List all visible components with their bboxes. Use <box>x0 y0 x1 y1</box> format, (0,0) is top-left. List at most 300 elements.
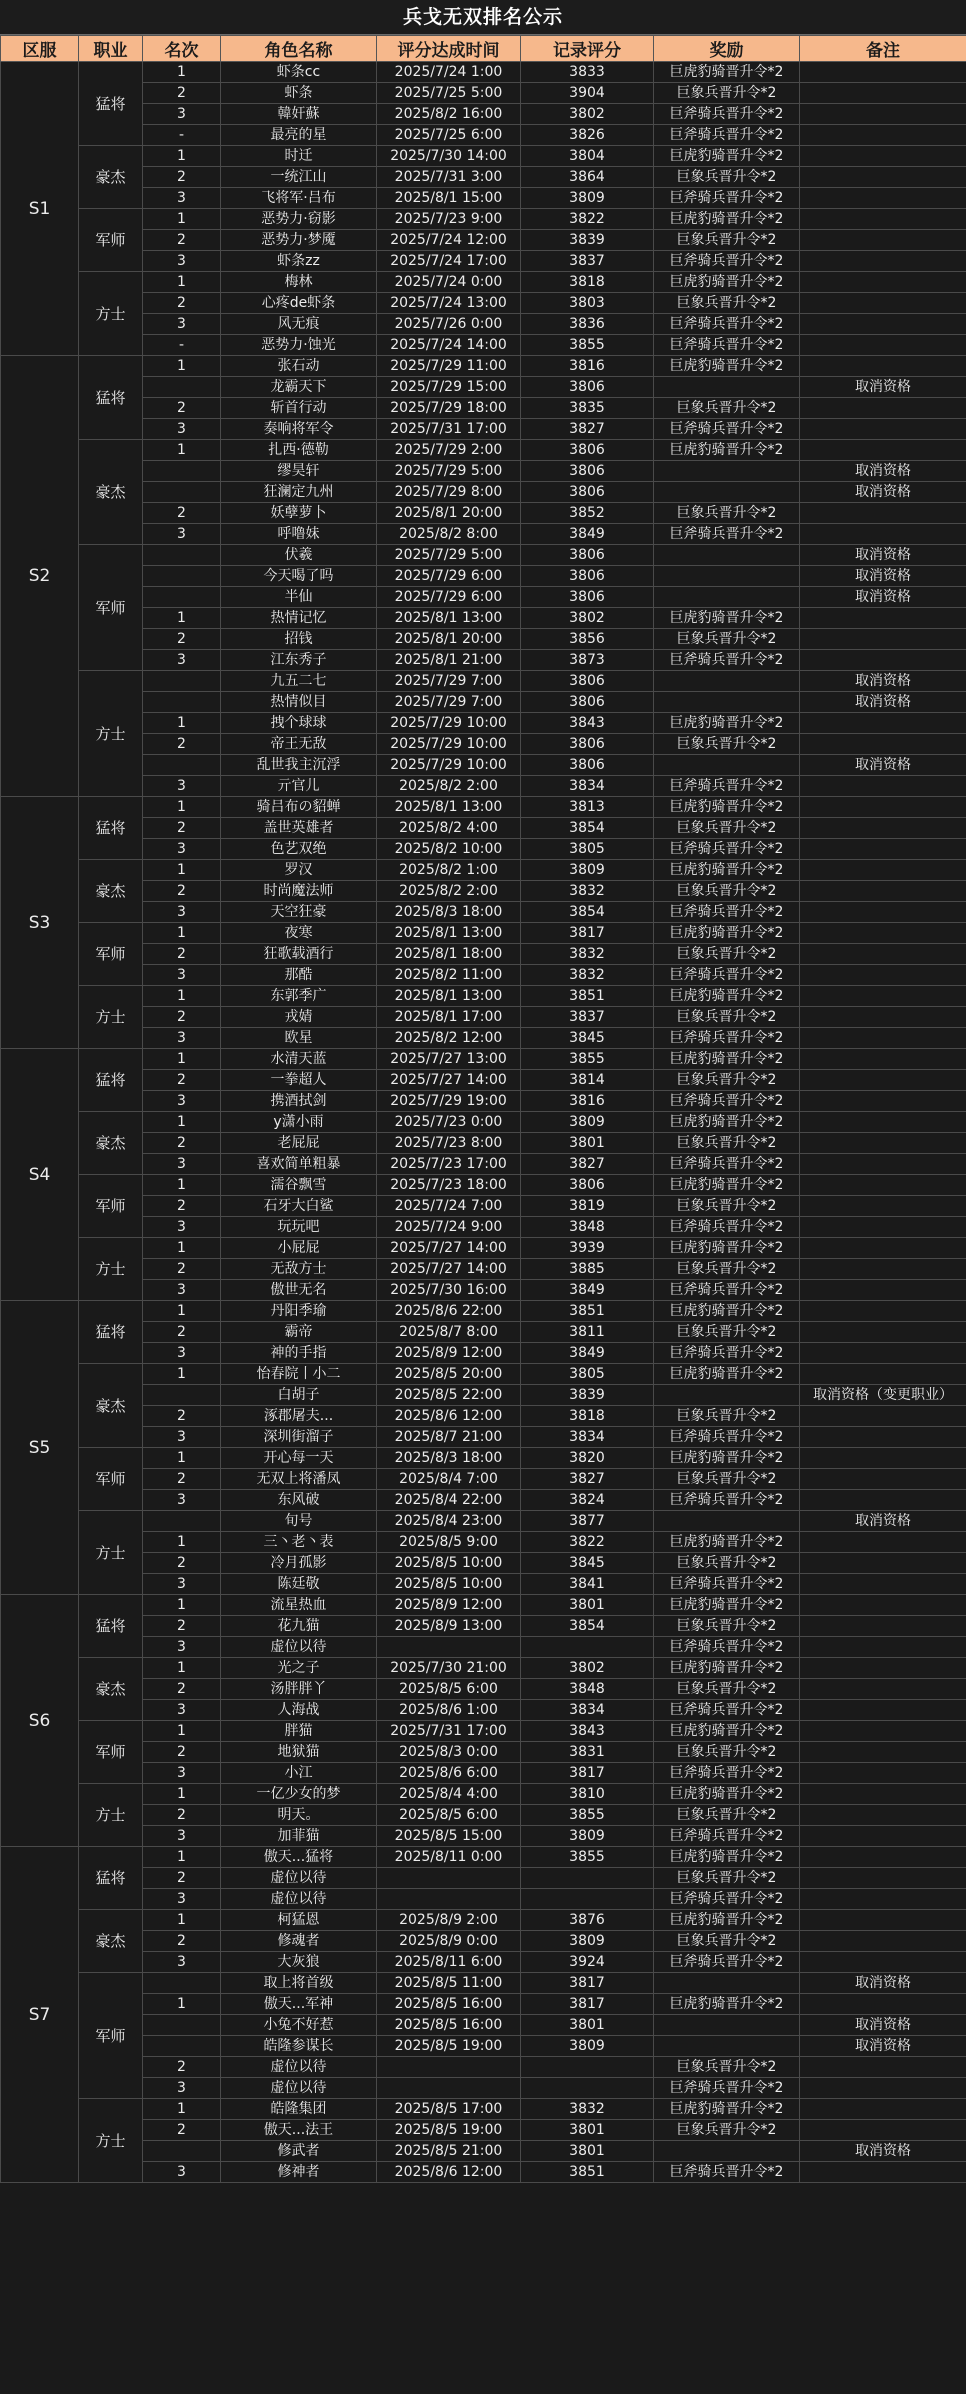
reward-cell: 巨象兵晋升令*2 <box>654 293 800 314</box>
table-row <box>1 167 966 188</box>
note-cell <box>800 1238 966 1259</box>
table-row <box>1 2015 966 2036</box>
profession-cell: 猛将 <box>79 356 143 440</box>
achieved-time-cell: 2025/8/5 19:00 <box>377 2036 521 2057</box>
role-name-cell: 虚位以待 <box>221 2078 377 2099</box>
rank-cell: 1 <box>143 1784 221 1805</box>
achieved-time-cell: 2025/7/30 16:00 <box>377 1280 521 1301</box>
rank-cell: 3 <box>143 1217 221 1238</box>
role-name-cell: 盖世英雄者 <box>221 818 377 839</box>
reward-cell: 巨斧骑兵晋升令*2 <box>654 1637 800 1658</box>
reward-cell: 巨斧骑兵晋升令*2 <box>654 650 800 671</box>
note-cell <box>800 62 966 83</box>
role-name-cell: 傲世无名 <box>221 1280 377 1301</box>
role-name-cell: 虾条cc <box>221 62 377 83</box>
note-cell <box>800 335 966 356</box>
rank-cell: 1 <box>143 2099 221 2120</box>
rank-cell: 2 <box>143 293 221 314</box>
note-cell: 取消资格 <box>800 2036 966 2057</box>
score-cell: 3809 <box>521 1931 654 1952</box>
achieved-time-cell: 2025/8/9 2:00 <box>377 1910 521 1931</box>
table-row <box>1 1238 966 1259</box>
score-cell: 3856 <box>521 629 654 650</box>
achieved-time-cell: 2025/7/23 8:00 <box>377 1133 521 1154</box>
reward-cell <box>654 566 800 587</box>
table-row <box>1 587 966 608</box>
achieved-time-cell: 2025/8/1 13:00 <box>377 797 521 818</box>
reward-cell: 巨斧骑兵晋升令*2 <box>654 1091 800 1112</box>
achieved-time-cell: 2025/7/24 14:00 <box>377 335 521 356</box>
table-row <box>1 272 966 293</box>
rank-cell: 3 <box>143 650 221 671</box>
rank-cell: 1 <box>143 923 221 944</box>
reward-cell: 巨象兵晋升令*2 <box>654 1322 800 1343</box>
table-row <box>1 671 966 692</box>
rank-cell: 3 <box>143 1427 221 1448</box>
note-cell <box>800 293 966 314</box>
score-cell: 3818 <box>521 272 654 293</box>
table-row <box>1 1910 966 1931</box>
role-name-cell: 虚位以待 <box>221 2057 377 2078</box>
rank-cell: 3 <box>143 1763 221 1784</box>
achieved-time-cell: 2025/7/25 5:00 <box>377 83 521 104</box>
role-name-cell: 那酷 <box>221 965 377 986</box>
reward-cell: 巨象兵晋升令*2 <box>654 1007 800 1028</box>
note-cell: 取消资格 <box>800 545 966 566</box>
reward-cell: 巨象兵晋升令*2 <box>654 2057 800 2078</box>
score-cell: 3801 <box>521 2015 654 2036</box>
score-cell: 3877 <box>521 1511 654 1532</box>
table-row <box>1 566 966 587</box>
table-row <box>1 1721 966 1742</box>
rank-cell: 2 <box>143 503 221 524</box>
reward-cell <box>654 2036 800 2057</box>
rank-cell: 2 <box>143 398 221 419</box>
note-cell: 取消资格 <box>800 566 966 587</box>
reward-cell: 巨斧骑兵晋升令*2 <box>654 125 800 146</box>
role-name-cell: 玩玩吧 <box>221 1217 377 1238</box>
reward-cell: 巨虎豹骑晋升令*2 <box>654 146 800 167</box>
rank-cell: 2 <box>143 230 221 251</box>
achieved-time-cell: 2025/7/31 17:00 <box>377 1721 521 1742</box>
note-cell <box>800 2120 966 2141</box>
profession-cell: 猛将 <box>79 1301 143 1364</box>
rank-cell: 3 <box>143 419 221 440</box>
score-cell: 3837 <box>521 1007 654 1028</box>
reward-cell: 巨斧骑兵晋升令*2 <box>654 2078 800 2099</box>
table-row <box>1 2162 966 2183</box>
region-cell: S3 <box>1 797 79 1049</box>
score-cell: 3817 <box>521 923 654 944</box>
rank-cell: 1 <box>143 1112 221 1133</box>
rank-cell: 2 <box>143 734 221 755</box>
reward-cell: 巨虎豹骑晋升令*2 <box>654 1721 800 1742</box>
score-cell: 3855 <box>521 1049 654 1070</box>
table-row <box>1 1532 966 1553</box>
score-cell: 3845 <box>521 1028 654 1049</box>
table-row <box>1 839 966 860</box>
score-cell: 3834 <box>521 776 654 797</box>
score-cell: 3806 <box>521 545 654 566</box>
profession-cell: 猛将 <box>79 1847 143 1910</box>
score-cell: 3832 <box>521 965 654 986</box>
reward-cell: 巨虎豹骑晋升令*2 <box>654 1784 800 1805</box>
profession-cell: 方士 <box>79 986 143 1049</box>
achieved-time-cell: 2025/7/30 21:00 <box>377 1658 521 1679</box>
note-cell <box>800 83 966 104</box>
rank-cell: 1 <box>143 272 221 293</box>
reward-cell: 巨象兵晋升令*2 <box>654 1805 800 1826</box>
achieved-time-cell: 2025/7/30 14:00 <box>377 146 521 167</box>
table-row <box>1 608 966 629</box>
reward-cell: 巨象兵晋升令*2 <box>654 1553 800 1574</box>
rank-cell: 2 <box>143 2057 221 2078</box>
region-cell: S4 <box>1 1049 79 1301</box>
score-cell: 3843 <box>521 1721 654 1742</box>
note-cell <box>800 608 966 629</box>
table-row <box>1 314 966 335</box>
note-cell <box>800 1763 966 1784</box>
role-name-cell: 心疼de虾条 <box>221 293 377 314</box>
reward-cell: 巨象兵晋升令*2 <box>654 1868 800 1889</box>
achieved-time-cell: 2025/7/29 15:00 <box>377 377 521 398</box>
rank-cell <box>143 461 221 482</box>
table-row <box>1 1826 966 1847</box>
role-name-cell: 修神者 <box>221 2162 377 2183</box>
reward-cell: 巨虎豹骑晋升令*2 <box>654 860 800 881</box>
table-row <box>1 503 966 524</box>
reward-cell: 巨象兵晋升令*2 <box>654 2120 800 2141</box>
achieved-time-cell: 2025/8/3 18:00 <box>377 1448 521 1469</box>
score-cell: 3809 <box>521 860 654 881</box>
reward-cell: 巨虎豹骑晋升令*2 <box>654 1301 800 1322</box>
note-cell <box>800 1784 966 1805</box>
reward-cell <box>654 2015 800 2036</box>
achieved-time-cell: 2025/7/29 18:00 <box>377 398 521 419</box>
reward-cell <box>654 482 800 503</box>
reward-cell <box>654 692 800 713</box>
note-cell <box>800 839 966 860</box>
achieved-time-cell: 2025/7/27 14:00 <box>377 1070 521 1091</box>
table-row <box>1 1805 966 1826</box>
table-row <box>1 377 966 398</box>
note-cell <box>800 104 966 125</box>
role-name-cell: 恶势力·蚀光 <box>221 335 377 356</box>
score-cell: 3802 <box>521 104 654 125</box>
reward-cell: 巨象兵晋升令*2 <box>654 1931 800 1952</box>
reward-cell: 巨象兵晋升令*2 <box>654 1616 800 1637</box>
note-cell <box>800 398 966 419</box>
note-cell <box>800 1490 966 1511</box>
role-name-cell: 虾条zz <box>221 251 377 272</box>
score-cell: 3806 <box>521 461 654 482</box>
achieved-time-cell: 2025/8/1 20:00 <box>377 629 521 650</box>
table-row <box>1 797 966 818</box>
score-cell: 3820 <box>521 1448 654 1469</box>
score-cell: 3801 <box>521 1133 654 1154</box>
achieved-time-cell: 2025/7/29 6:00 <box>377 566 521 587</box>
reward-cell: 巨象兵晋升令*2 <box>654 1742 800 1763</box>
reward-cell: 巨虎豹骑晋升令*2 <box>654 923 800 944</box>
achieved-time-cell: 2025/8/5 17:00 <box>377 2099 521 2120</box>
achieved-time-cell: 2025/8/2 12:00 <box>377 1028 521 1049</box>
rank-cell <box>143 2036 221 2057</box>
role-name-cell: 白胡子 <box>221 1385 377 1406</box>
table-row <box>1 398 966 419</box>
note-cell <box>800 524 966 545</box>
achieved-time-cell: 2025/8/1 13:00 <box>377 923 521 944</box>
role-name-cell: 帝王无敌 <box>221 734 377 755</box>
role-name-cell: 涿郡屠夫... <box>221 1406 377 1427</box>
role-name-cell: 深圳街溜子 <box>221 1427 377 1448</box>
rank-cell: 3 <box>143 1889 221 1910</box>
score-cell: 3848 <box>521 1217 654 1238</box>
reward-cell <box>654 1973 800 1994</box>
score-cell: 3801 <box>521 2141 654 2162</box>
table-row <box>1 83 966 104</box>
role-name-cell: 半仙 <box>221 587 377 608</box>
note-cell <box>800 272 966 293</box>
note-cell <box>800 1532 966 1553</box>
achieved-time-cell: 2025/8/6 12:00 <box>377 2162 521 2183</box>
role-name-cell: 乱世我主沉浮 <box>221 755 377 776</box>
role-name-cell: 九五二七 <box>221 671 377 692</box>
reward-cell: 巨斧骑兵晋升令*2 <box>654 1700 800 1721</box>
role-name-cell: 狂歌载酒行 <box>221 944 377 965</box>
note-cell <box>800 986 966 1007</box>
table-row <box>1 755 966 776</box>
score-cell: 3839 <box>521 230 654 251</box>
ranking-table <box>0 35 966 2183</box>
rank-cell: 1 <box>143 1847 221 1868</box>
score-cell: 3811 <box>521 1322 654 1343</box>
score-cell: 3809 <box>521 2036 654 2057</box>
achieved-time-cell: 2025/7/27 13:00 <box>377 1049 521 1070</box>
achieved-time-cell <box>377 1889 521 1910</box>
reward-cell: 巨虎豹骑晋升令*2 <box>654 2099 800 2120</box>
rank-cell: 1 <box>143 1175 221 1196</box>
role-name-cell: 戎婧 <box>221 1007 377 1028</box>
reward-cell: 巨虎豹骑晋升令*2 <box>654 1658 800 1679</box>
score-cell: 3843 <box>521 713 654 734</box>
role-name-cell: 龙霸天下 <box>221 377 377 398</box>
profession-cell: 军师 <box>79 1973 143 2099</box>
score-cell: 3806 <box>521 566 654 587</box>
note-cell <box>800 251 966 272</box>
profession-cell: 猛将 <box>79 1595 143 1658</box>
profession-cell: 军师 <box>79 545 143 671</box>
rank-cell <box>143 545 221 566</box>
achieved-time-cell: 2025/7/23 18:00 <box>377 1175 521 1196</box>
score-cell: 3831 <box>521 1742 654 1763</box>
role-name-cell: 柯猛恩 <box>221 1910 377 1931</box>
role-name-cell: 罗汉 <box>221 860 377 881</box>
note-cell <box>800 1658 966 1679</box>
header-rank: 名次 <box>143 36 221 62</box>
reward-cell: 巨斧骑兵晋升令*2 <box>654 1427 800 1448</box>
profession-cell: 猛将 <box>79 62 143 146</box>
reward-cell: 巨斧骑兵晋升令*2 <box>654 419 800 440</box>
achieved-time-cell: 2025/8/2 10:00 <box>377 839 521 860</box>
score-cell: 3873 <box>521 650 654 671</box>
reward-cell: 巨虎豹骑晋升令*2 <box>654 1910 800 1931</box>
reward-cell: 巨虎豹骑晋升令*2 <box>654 1994 800 2015</box>
achieved-time-cell: 2025/8/4 7:00 <box>377 1469 521 1490</box>
score-cell: 3854 <box>521 1616 654 1637</box>
score-cell: 3849 <box>521 1280 654 1301</box>
achieved-time-cell: 2025/7/29 10:00 <box>377 713 521 734</box>
score-cell: 3819 <box>521 1196 654 1217</box>
table-row <box>1 188 966 209</box>
table-row <box>1 293 966 314</box>
table-row <box>1 2036 966 2057</box>
achieved-time-cell: 2025/8/2 2:00 <box>377 776 521 797</box>
note-cell <box>800 881 966 902</box>
achieved-time-cell: 2025/8/6 6:00 <box>377 1763 521 1784</box>
rank-cell: 1 <box>143 209 221 230</box>
achieved-time-cell: 2025/8/7 21:00 <box>377 1427 521 1448</box>
header-achieved-time: 评分达成时间 <box>377 36 521 62</box>
rank-cell: 3 <box>143 776 221 797</box>
reward-cell: 巨斧骑兵晋升令*2 <box>654 1490 800 1511</box>
rank-cell: 3 <box>143 2162 221 2183</box>
role-name-cell: 傲天...军神 <box>221 1994 377 2015</box>
note-cell <box>800 1574 966 1595</box>
role-name-cell: 虚位以待 <box>221 1637 377 1658</box>
achieved-time-cell: 2025/7/27 14:00 <box>377 1259 521 1280</box>
role-name-cell: 水清天蓝 <box>221 1049 377 1070</box>
profession-cell: 猛将 <box>79 1049 143 1112</box>
achieved-time-cell: 2025/7/29 7:00 <box>377 671 521 692</box>
score-cell <box>521 2057 654 2078</box>
profession-cell: 方士 <box>79 2099 143 2183</box>
note-cell <box>800 797 966 818</box>
score-cell: 3818 <box>521 1406 654 1427</box>
note-cell <box>800 923 966 944</box>
achieved-time-cell: 2025/8/1 13:00 <box>377 986 521 1007</box>
role-name-cell: 花九猫 <box>221 1616 377 1637</box>
score-cell: 3833 <box>521 62 654 83</box>
role-name-cell: 斩首行动 <box>221 398 377 419</box>
reward-cell: 巨象兵晋升令*2 <box>654 734 800 755</box>
role-name-cell: 伏羲 <box>221 545 377 566</box>
rank-cell: 3 <box>143 1637 221 1658</box>
role-name-cell: 小屁屁 <box>221 1238 377 1259</box>
score-cell: 3817 <box>521 1994 654 2015</box>
score-cell: 3876 <box>521 1910 654 1931</box>
role-name-cell: 加菲猫 <box>221 1826 377 1847</box>
table-row <box>1 650 966 671</box>
role-name-cell: 三丶老丶表 <box>221 1532 377 1553</box>
note-cell <box>800 209 966 230</box>
achieved-time-cell <box>377 1868 521 1889</box>
reward-cell: 巨虎豹骑晋升令*2 <box>654 986 800 1007</box>
role-name-cell: 怡春院丨小二 <box>221 1364 377 1385</box>
table-row <box>1 1763 966 1784</box>
note-cell <box>800 2057 966 2078</box>
role-name-cell: 携酒拭剑 <box>221 1091 377 1112</box>
score-cell: 3841 <box>521 1574 654 1595</box>
role-name-cell: 流星热血 <box>221 1595 377 1616</box>
score-cell: 3806 <box>521 377 654 398</box>
reward-cell: 巨虎豹骑晋升令*2 <box>654 440 800 461</box>
score-cell: 3809 <box>521 188 654 209</box>
role-name-cell: 无双上将潘凤 <box>221 1469 377 1490</box>
score-cell: 3837 <box>521 251 654 272</box>
achieved-time-cell: 2025/8/11 0:00 <box>377 1847 521 1868</box>
note-cell <box>800 419 966 440</box>
table-row <box>1 1994 966 2015</box>
table-row <box>1 902 966 923</box>
reward-cell: 巨虎豹骑晋升令*2 <box>654 209 800 230</box>
table-row <box>1 1364 966 1385</box>
achieved-time-cell: 2025/7/29 10:00 <box>377 755 521 776</box>
note-cell <box>800 1343 966 1364</box>
note-cell <box>800 1175 966 1196</box>
score-cell: 3854 <box>521 902 654 923</box>
achieved-time-cell: 2025/8/5 22:00 <box>377 1385 521 1406</box>
note-cell <box>800 1994 966 2015</box>
rank-cell: 3 <box>143 188 221 209</box>
role-name-cell: 小江 <box>221 1763 377 1784</box>
table-row <box>1 1511 966 1532</box>
reward-cell: 巨斧骑兵晋升令*2 <box>654 1952 800 1973</box>
score-cell: 3816 <box>521 1091 654 1112</box>
table-row <box>1 209 966 230</box>
reward-cell: 巨斧骑兵晋升令*2 <box>654 1574 800 1595</box>
role-name-cell: 明天。 <box>221 1805 377 1826</box>
score-cell: 3806 <box>521 482 654 503</box>
achieved-time-cell: 2025/8/9 12:00 <box>377 1595 521 1616</box>
note-cell <box>800 1322 966 1343</box>
rank-cell <box>143 482 221 503</box>
table-row <box>1 1553 966 1574</box>
achieved-time-cell: 2025/7/24 7:00 <box>377 1196 521 1217</box>
achieved-time-cell: 2025/7/23 9:00 <box>377 209 521 230</box>
table-row <box>1 482 966 503</box>
achieved-time-cell: 2025/8/1 13:00 <box>377 608 521 629</box>
role-name-cell: 皓隆集团 <box>221 2099 377 2120</box>
role-name-cell: 呼噜妹 <box>221 524 377 545</box>
table-row <box>1 1742 966 1763</box>
rank-cell <box>143 566 221 587</box>
note-cell <box>800 1700 966 1721</box>
achieved-time-cell: 2025/8/2 1:00 <box>377 860 521 881</box>
reward-cell: 巨象兵晋升令*2 <box>654 1679 800 1700</box>
table-row <box>1 944 966 965</box>
table-row <box>1 62 966 83</box>
reward-cell <box>654 2141 800 2162</box>
role-name-cell: 丹阳季瑜 <box>221 1301 377 1322</box>
reward-cell: 巨象兵晋升令*2 <box>654 1469 800 1490</box>
role-name-cell: y潇小雨 <box>221 1112 377 1133</box>
table-row <box>1 2141 966 2162</box>
note-cell <box>800 1007 966 1028</box>
reward-cell: 巨斧骑兵晋升令*2 <box>654 104 800 125</box>
achieved-time-cell: 2025/7/24 9:00 <box>377 1217 521 1238</box>
reward-cell: 巨虎豹骑晋升令*2 <box>654 1532 800 1553</box>
reward-cell: 巨象兵晋升令*2 <box>654 1133 800 1154</box>
reward-cell: 巨象兵晋升令*2 <box>654 1259 800 1280</box>
achieved-time-cell <box>377 2078 521 2099</box>
reward-cell: 巨象兵晋升令*2 <box>654 944 800 965</box>
note-cell <box>800 1721 966 1742</box>
table-row <box>1 1196 966 1217</box>
table-row <box>1 461 966 482</box>
achieved-time-cell: 2025/8/2 2:00 <box>377 881 521 902</box>
table-row <box>1 524 966 545</box>
achieved-time-cell: 2025/8/6 12:00 <box>377 1406 521 1427</box>
